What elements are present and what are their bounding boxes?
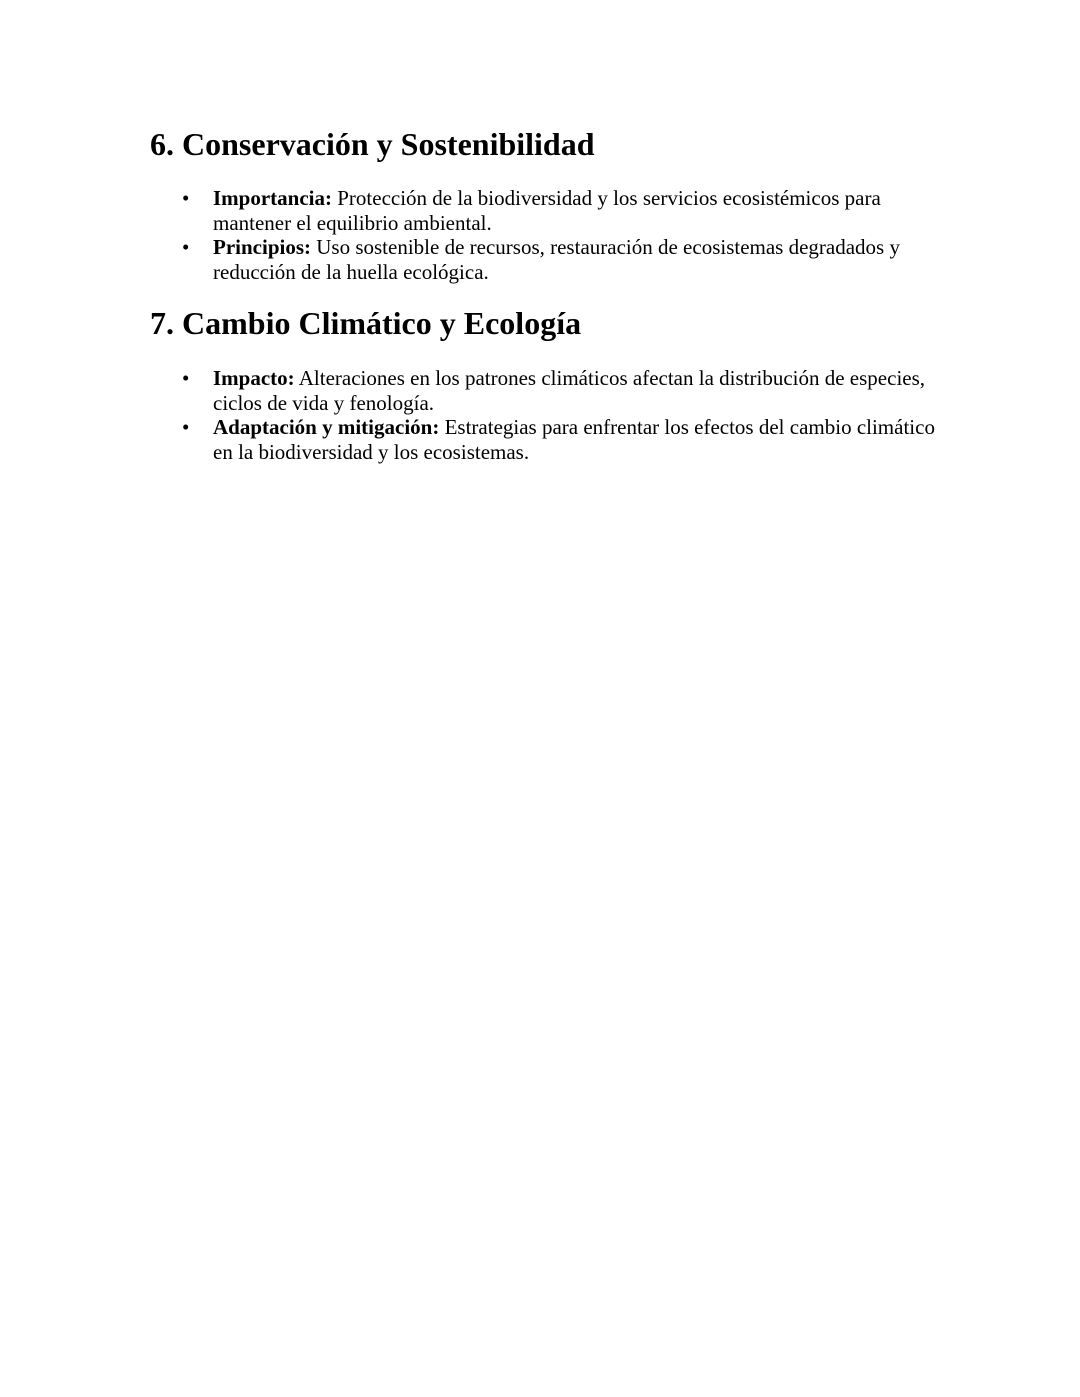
section-heading: 7. Cambio Climático y Ecología <box>150 305 582 341</box>
item-label: Impacto: <box>213 366 295 390</box>
item-label: Adaptación y mitigación: <box>213 415 440 439</box>
list-item <box>150 415 950 464</box>
bullet-icon: • <box>182 366 190 390</box>
item-text: Alteraciones en los patrones climáticos afectan la distribución de especies, ciclos de vida y fenología. <box>213 366 926 415</box>
section-conservacion <box>150 124 950 284</box>
bullet-icon: • <box>182 235 190 259</box>
bullet-icon: • <box>182 186 190 210</box>
item-text: Estrategias para enfrentar los efectos del cambio climático en la biodiversidad y los ecosistemas. <box>213 415 935 464</box>
bullet-icon: • <box>182 415 190 439</box>
bullet-list <box>150 186 950 284</box>
document-body <box>150 124 950 464</box>
section-cambio-climatico <box>150 303 950 464</box>
list-item <box>150 366 950 415</box>
bullet-list <box>150 366 950 464</box>
section-heading: 6. Conservación y Sostenibilidad <box>150 126 595 162</box>
item-text: Uso sostenible de recursos, restauración de ecosistemas degradados y reducción de la huella ecológica. <box>213 235 900 284</box>
item-label: Principios: <box>213 235 311 259</box>
item-text: Protección de la biodiversidad y los servicios ecosistémicos para mantener el equilibrio ambiental. <box>213 186 881 235</box>
list-item <box>150 186 950 235</box>
list-item <box>150 235 950 284</box>
item-label: Importancia: <box>213 186 332 210</box>
